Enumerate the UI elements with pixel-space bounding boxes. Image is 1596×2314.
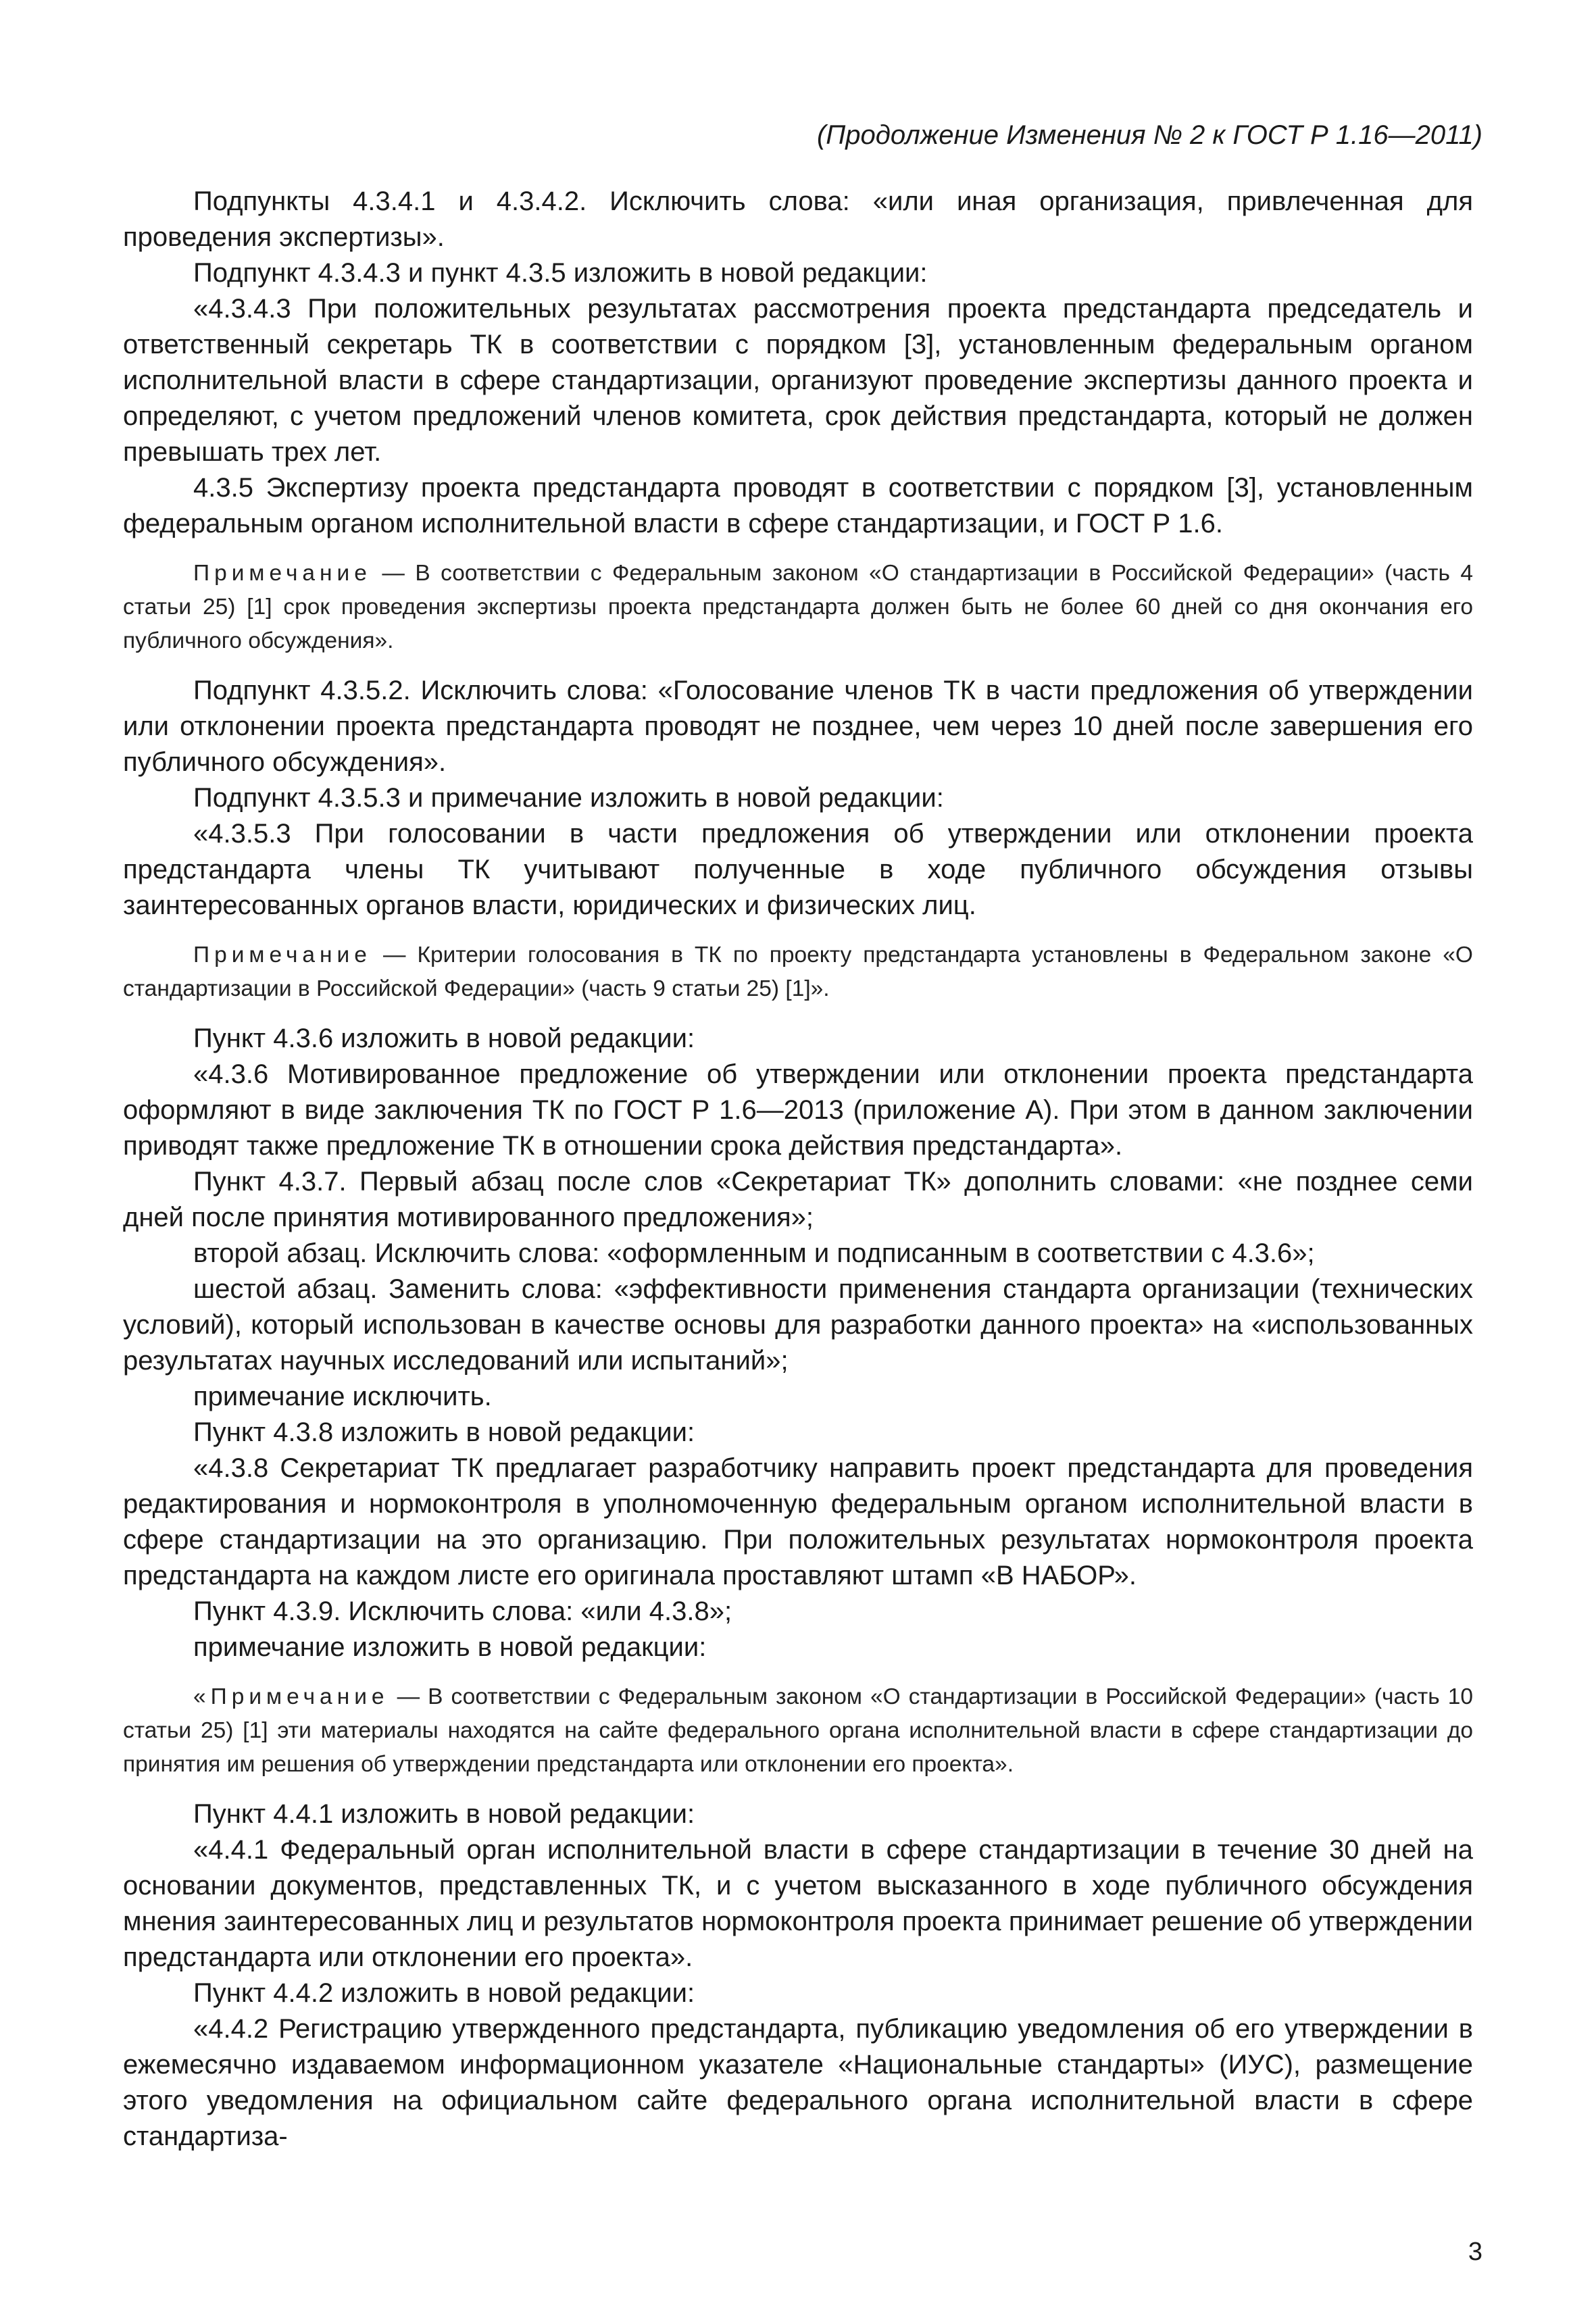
paragraph: Подпункты 4.3.4.1 и 4.3.4.2. Исключить слова: «или иная организация, привлеченная для проведения экспертизы».: [123, 186, 1473, 252]
paragraph: Подпункт 4.3.4.3 и пункт 4.3.5 изложить в новой редакции:: [193, 258, 928, 288]
paragraph: «4.3.4.3 При положительных результатах рассмотрения проекта предстандарта председатель и ответственный секретарь ТК в соответствии с порядком [3], установленным федеральным органом исполнительной власти в сфере стандартизации, организуют проведение экспертизы данного проекта и определяют, с учетом предложений членов комитета, срок действия предстандарта, который не должен превышать трех лет.: [123, 294, 1473, 467]
paragraph: Пункт 4.3.8 изложить в новой редакции:: [193, 1417, 695, 1447]
note-label: «Примечание: [193, 1684, 389, 1709]
paragraph: Подпункт 4.3.5.3 и примечание изложить в новой редакции:: [193, 783, 944, 813]
paragraph: «4.3.5.3 При голосовании в части предложения об утверждении или отклонении проекта предстандарта члены ТК учитывают полученные в ходе публичного обсуждения отзывы заинтересованных органов власти, юридических и физических лиц.: [123, 819, 1473, 920]
paragraph: Пункт 4.4.1 изложить в новой редакции:: [193, 1799, 695, 1829]
paragraph: Пункт 4.3.9. Исключить слова: «или 4.3.8»;: [193, 1596, 732, 1626]
paragraph: шестой абзац. Заменить слова: «эффективности применения стандарта организации (технических условий), который использован в качестве основы для разработки данного проекта» на «использованных результатах научных исследований или испытаний»;: [123, 1274, 1473, 1376]
paragraph: «4.4.2 Регистрацию утвержденного предстандарта, публикацию уведомления об его утверждении в ежемесячно издаваемом информационном указателе «Национальные стандарты» (ИУС), размещение этого уведомления на официальном сайте федерального органа исполнительной власти в сфере стандартиза-: [123, 2014, 1473, 2151]
paragraph: Пункт 4.3.6 изложить в новой редакции:: [193, 1024, 695, 1053]
paragraph: 4.3.5 Экспертизу проекта предстандарта проводят в соответствии с порядком [3], установленным федеральным органом исполнительной власти в сфере стандартизации, и ГОСТ Р 1.6.: [123, 473, 1473, 538]
paragraph: Пункт 4.3.7. Первый абзац после слов «Секретариат ТК» дополнить словами: «не позднее семи дней после принятия мотивированного предложения»;: [123, 1167, 1473, 1232]
note: [123, 938, 1473, 1006]
note-text: — Критерии голосования в ТК по проекту предстандарта установлены в Федеральном законе «О стандартизации в Российской Федерации» (часть 9 статьи 25) [1]».: [123, 942, 1473, 1001]
paragraph: Подпункт 4.3.5.2. Исключить слова: «Голосование членов ТК в части предложения об утверждении или отклонении проекта предстандарта проводят не позднее, чем через 10 дней после завершения его публичного обсуждения».: [123, 676, 1473, 777]
page-number: 3: [1468, 2238, 1482, 2266]
note-text: — В соответствии с Федеральным законом «О стандартизации в Российской Федерации» (часть 4 статьи 25) [1] срок проведения экспертизы проекта предстандарта должен быть не более 60 дней со дня окончания его публичного обсуждения».: [123, 561, 1473, 653]
note-label: Примечание: [193, 942, 372, 967]
note: [123, 1680, 1473, 1782]
paragraph: «4.3.6 Мотивированное предложение об утверждении или отклонении проекта предстандарта оформляют в виде заключения ТК по ГОСТ Р 1.6—2013 (приложение А). При этом в данном заключении приводят также предложение ТК в отношении срока действия предстандарта».: [123, 1059, 1473, 1161]
paragraph: «4.3.8 Секретариат ТК предлагает разработчику направить проект предстандарта для проведения редактирования и нормоконтроля в уполномоченную федеральным органом исполнительной власти в сфере стандартизации на это организацию. При положительных результатах нормоконтроля проекта предстандарта на каждом листе его оригинала проставляют штамп «В НАБОР».: [123, 1453, 1473, 1590]
note-text: — В соответствии с Федеральным законом «О стандартизации в Российской Федерации» (часть 10 статьи 25) [1] эти материалы находятся на сайте федерального органа исполнительной власти в сфере стандартизации до принятия им решения об утверждении предстандарта или отклонении его проекта».: [123, 1684, 1474, 1777]
paragraph: «4.4.1 Федеральный орган исполнительной власти в сфере стандартизации в течение 30 дней на основании документов, представленных ТК, и с учетом высказанного в ходе публичного обсуждения мнения заинтересованных лиц и результатов нормоконтроля проекта принимает решение об утверждении предстандарта или отклонении его проекта».: [123, 1835, 1473, 1972]
body-text: [123, 184, 1473, 2155]
paragraph: примечание исключить.: [193, 1382, 492, 1411]
paragraph: примечание изложить в новой редакции:: [193, 1632, 707, 1662]
note: [123, 557, 1473, 658]
running-header: (Продолжение Изменения № 2 к ГОСТ Р 1.16—2011): [816, 120, 1482, 150]
paragraph: Пункт 4.4.2 изложить в новой редакции:: [193, 1978, 695, 2008]
paragraph: второй абзац. Исключить слова: «оформленным и подписанным в соответствии с 4.3.6»;: [193, 1238, 1315, 1268]
note-label: Примечание: [193, 561, 372, 586]
